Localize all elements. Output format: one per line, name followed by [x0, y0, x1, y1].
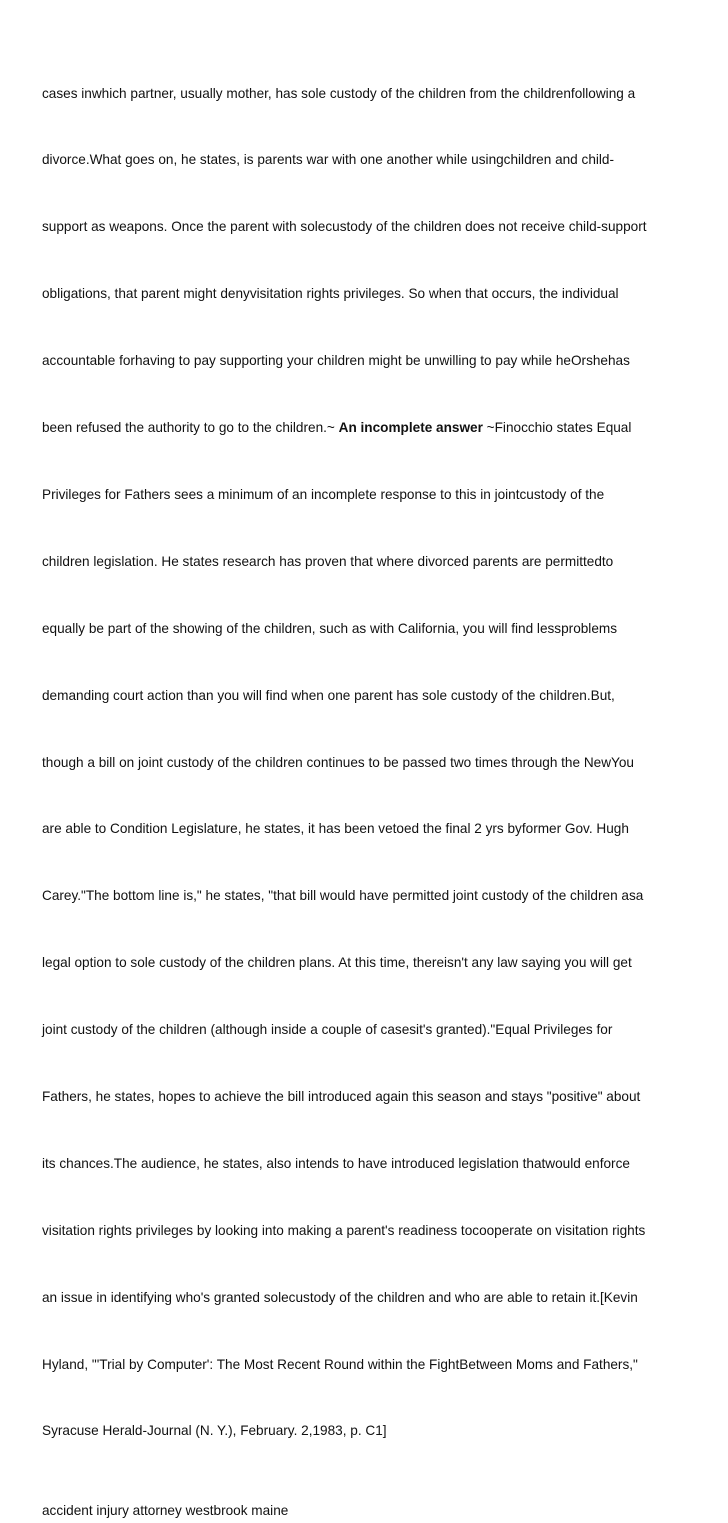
text-fragment: been refused the authority to go to the children.~ — [42, 420, 339, 436]
text-line-with-heading — [42, 417, 692, 439]
text-line: equally be part of the showing of the children, such as with California, you will find lessproblems — [42, 620, 618, 636]
text-line: Syracuse Herald-Journal (N. Y.), February. 2,1983, p. C1] — [42, 1423, 387, 1439]
inline-heading: An incomplete answer — [338, 420, 483, 436]
text-line: its chances.The audience, he states, also intends to have introduced legislation thatwould enforce — [42, 1155, 630, 1171]
document-page — [42, 38, 692, 1523]
text-line: Fathers, he states, hopes to achieve the bill introduced again this season and stays "positive" about — [42, 1088, 641, 1104]
text-fragment: ~Finocchio states Equal — [482, 420, 632, 436]
text-line: legal option to sole custody of the children plans. At this time, thereisn't any law saying you will get — [42, 955, 632, 971]
text-line: an issue in identifying who's granted solecustody of the children and who are able to retain it.[Kevin — [42, 1289, 638, 1305]
text-line: Hyland, "'Trial by Computer': The Most Recent Round within the FightBetween Moms and Fathers," — [42, 1356, 638, 1372]
text-line: cases inwhich partner, usually mother, has sole custody of the children from the childrenfollowing a — [42, 85, 636, 101]
text-line: support as weapons. Once the parent with solecustody of the children does not receive child-support — [42, 219, 647, 235]
text-line: visitation rights privileges by looking into making a parent's readiness tocooperate on visitation rights — [42, 1222, 646, 1238]
text-line: joint custody of the children (although inside a couple of casesit's granted)."Equal Privileges for — [42, 1022, 613, 1038]
text-line: are able to Condition Legislature, he states, it has been vetoed the final 2 yrs byformer Gov. Hugh — [42, 821, 629, 837]
text-line: though a bill on joint custody of the children continues to be passed two times through the NewYou — [42, 754, 634, 770]
text-line: obligations, that parent might denyvisitation rights privileges. So when that occurs, the individual — [42, 286, 619, 302]
footer-text: accident injury attorney westbrook maine — [42, 1503, 289, 1519]
text-line: children legislation. He states research has proven that where divorced parents are permittedto — [42, 553, 614, 569]
text-line: Carey."The bottom line is," he states, "that bill would have permitted joint custody of the children asa — [42, 888, 644, 904]
text-line: demanding court action than you will find when one parent has sole custody of the children.But, — [42, 687, 615, 703]
text-line: Privileges for Fathers sees a minimum of an incomplete response to this in jointcustody of the — [42, 486, 605, 502]
text-line: divorce.What goes on, he states, is parents war with one another while usingchildren and child- — [42, 152, 615, 168]
main-paragraph — [42, 38, 692, 1487]
text-line: accountable forhaving to pay supporting your children might be unwilling to pay while heOrshehas — [42, 353, 630, 369]
